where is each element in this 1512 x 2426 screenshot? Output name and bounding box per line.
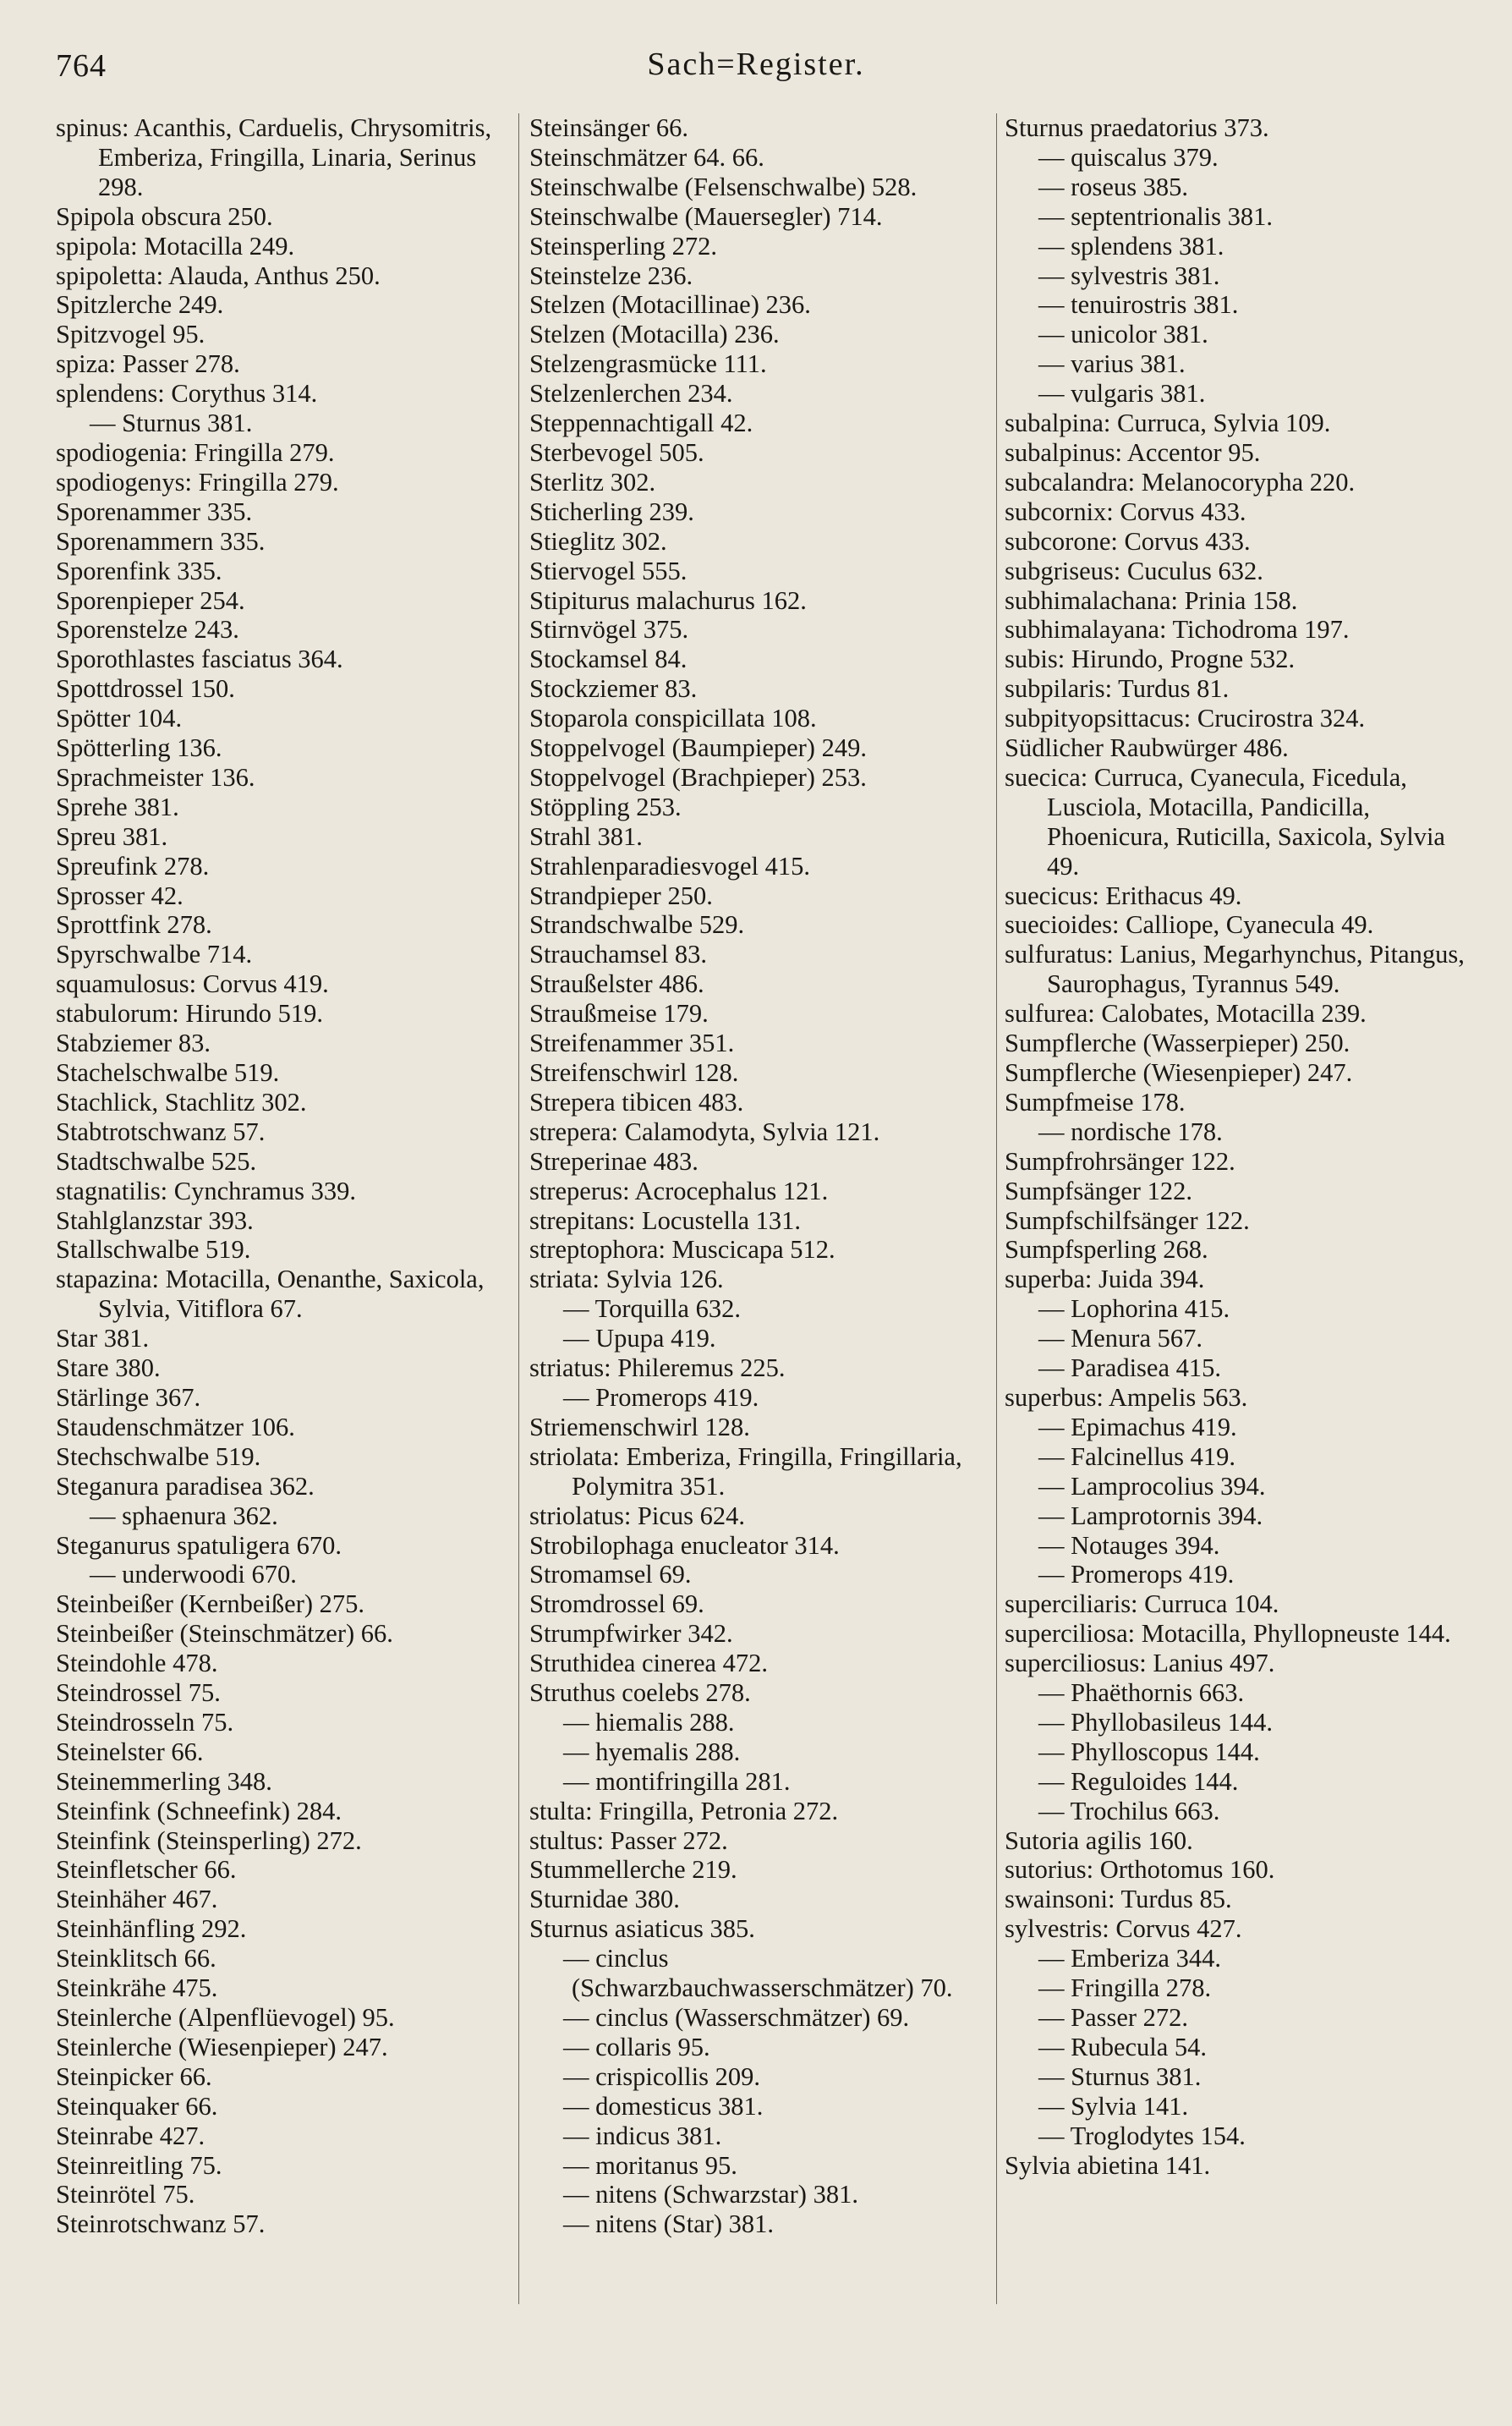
index-entry: — collaris 95. (563, 2032, 710, 2061)
index-entry: Sporenpieper 254. (56, 585, 245, 615)
index-entry: — montifringilla 281. (563, 1766, 791, 1796)
index-column-3 (1005, 113, 1474, 2180)
index-entry: subpilaris: Turdus 81. (1005, 674, 1230, 704)
index-entry: Sprachmeister 136. (56, 762, 255, 792)
index-entry: squamulosus: Corvus 419. (56, 969, 329, 999)
index-entry: Steinreitling 75. (56, 2150, 222, 2180)
index-entry: — Falcinellus 419. (1038, 1441, 1235, 1471)
index-entry: — Menura 567. (1038, 1324, 1202, 1353)
index-entry: Sumpflerche (Wasserpieper) 250. (1005, 1029, 1350, 1058)
index-entry: Sprehe 381. (56, 792, 179, 821)
index-entry: — Emberiza 344. (1038, 1944, 1221, 1973)
index-entry: Spyrschwalbe 714. (56, 940, 253, 969)
index-entry: Steinquaker 66. (56, 2091, 218, 2121)
index-entry: subalpina: Curruca, Sylvia 109. (1005, 409, 1331, 438)
index-entry: Streifenammer 351. (529, 1029, 735, 1058)
index-entry: — Passer 272. (1038, 2003, 1189, 2032)
index-entry: Struthus coelebs 278. (529, 1678, 751, 1708)
index-entry: Stabtrotschwanz 57. (56, 1117, 266, 1146)
index-entry: Steinhäher 467. (56, 1885, 218, 1914)
index-entry: Südlicher Raubwürger 486. (1005, 733, 1289, 763)
index-entry: spinus: Acanthis, Carduelis, Chrysomitris, Emberiza, Fringilla, Linaria, Serinus 298. (56, 113, 492, 201)
index-entry: Stelzengrasmücke 111. (529, 349, 767, 379)
index-entry: — Lamprotornis 394. (1038, 1501, 1263, 1530)
index-entry: Sterlitz 302. (529, 467, 656, 497)
index-entry: superciliaris: Curruca 104. (1005, 1589, 1279, 1619)
index-entry: — sphaenura 362. (90, 1501, 278, 1530)
index-entry: — moritanus 95. (563, 2150, 737, 2180)
index-entry: subcornix: Corvus 433. (1005, 497, 1246, 526)
index-entry: Steinbeißer (Steinschmätzer) 66. (56, 1619, 393, 1649)
index-entry: Strepera tibicen 483. (529, 1087, 744, 1117)
index-entry: Straußmeise 179. (529, 999, 709, 1029)
index-entry: Stelzen (Motacillinae) 236. (529, 290, 811, 320)
column-rule (518, 113, 519, 2304)
index-entry: striata: Sylvia 126. (529, 1265, 724, 1294)
index-entry: stultus: Passer 272. (529, 1825, 728, 1855)
index-entry: Steinhänfling 292. (56, 1914, 247, 1944)
index-entry: — Promerops 419. (563, 1382, 759, 1412)
index-entry: stabulorum: Hirundo 519. (56, 999, 323, 1029)
index-entry: Spreu 381. (56, 821, 168, 851)
index-entry: Sporenstelze 243. (56, 615, 239, 645)
index-entry: Sylvia abietina 141. (1005, 2150, 1211, 2180)
index-entry: — Sturnus 381. (1038, 2061, 1202, 2091)
index-entry: suecicus: Erithacus 49. (1005, 881, 1242, 910)
index-entry: — hiemalis 288. (563, 1707, 735, 1737)
index-entry: Sutoria agilis 160. (1005, 1825, 1193, 1855)
index-entry: spipoletta: Alauda, Anthus 250. (56, 261, 381, 290)
index-entry: superbus: Ampelis 563. (1005, 1382, 1248, 1412)
index-entry: Stockamsel 84. (529, 645, 688, 674)
index-entry: strepitans: Locustella 131. (529, 1205, 802, 1235)
index-entry: Sturnus asiaticus 385. (529, 1914, 755, 1944)
index-entry: Steinrotschwanz 57. (56, 2209, 266, 2239)
index-entry: — splendens 381. (1038, 231, 1224, 261)
index-entry: spodiogenia: Fringilla 279. (56, 437, 335, 467)
index-entry: — roseus 385. (1038, 172, 1189, 201)
index-entry: striolatus: Picus 624. (529, 1501, 746, 1530)
index-entry: — Phyllobasileus 144. (1038, 1707, 1274, 1737)
index-entry: Spitzvogel 95. (56, 320, 205, 349)
index-entry: Steinfletscher 66. (56, 1855, 237, 1885)
index-entry: Steinsänger 66. (529, 113, 689, 142)
index-entry: Stoppelvogel (Brachpieper) 253. (529, 762, 867, 792)
index-entry: Steinrötel 75. (56, 2180, 195, 2209)
index-entry: Strahl 381. (529, 821, 643, 851)
index-entry: Stelzenlerchen 234. (529, 379, 733, 409)
index-entry: Stallschwalbe 519. (56, 1235, 251, 1265)
index-entry: stagnatilis: Cynchramus 339. (56, 1176, 356, 1205)
index-entry: Steinfink (Schneefink) 284. (56, 1796, 342, 1825)
index-entry: Steinpicker 66. (56, 2061, 212, 2091)
index-entry: Steinrabe 427. (56, 2121, 205, 2150)
index-entry: Steindohle 478. (56, 1649, 218, 1678)
index-entry: Stieglitz 302. (529, 526, 667, 556)
index-entry: — cinclus (Schwarzbauchwasserschmätzer) 70. (563, 1944, 953, 2003)
page-number: 764 (56, 48, 107, 84)
index-entry: Stoparola conspicillata 108. (529, 704, 817, 733)
index-entry: — Lophorina 415. (1038, 1294, 1230, 1324)
index-entry: Stromamsel 69. (529, 1560, 692, 1589)
index-entry: Stadtschwalbe 525. (56, 1146, 257, 1176)
index-entry: — nitens (Schwarzstar) 381. (563, 2180, 858, 2209)
index-entry: — Phaëthornis 663. (1038, 1678, 1245, 1708)
index-entry: Strobilophaga enucleator 314. (529, 1530, 840, 1560)
index-entry: Strandpieper 250. (529, 881, 713, 910)
index-entry: — Epimachus 419. (1038, 1412, 1237, 1441)
index-entry: Stiervogel 555. (529, 556, 688, 585)
index-entry: Spottdrossel 150. (56, 674, 235, 704)
index-entry: Stirnvögel 375. (529, 615, 689, 645)
index-entry: — cinclus (Wasserschmätzer) 69. (563, 2003, 910, 2032)
index-entry: Sterbevogel 505. (529, 437, 704, 467)
index-entry: — sylvestris 381. (1038, 261, 1220, 290)
index-entry: Sporenammern 335. (56, 526, 266, 556)
index-entry: spiza: Passer 278. (56, 349, 240, 379)
index-entry: Strauchamsel 83. (529, 940, 708, 969)
index-entry: superciliosus: Lanius 497. (1005, 1649, 1275, 1678)
index-entry: Stachelschwalbe 519. (56, 1058, 280, 1087)
index-entry: Sporothlastes fasciatus 364. (56, 645, 343, 674)
index-entry: Steinstelze 236. (529, 261, 693, 290)
index-entry: Stöppling 253. (529, 792, 682, 821)
index-entry: Steinbeißer (Kernbeißer) 275. (56, 1589, 365, 1619)
index-entry: Strahlenparadiesvogel 415. (529, 851, 811, 881)
index-entry: — Trochilus 663. (1038, 1796, 1220, 1825)
index-entry: Strandschwalbe 529. (529, 910, 745, 940)
index-entry: Sumpflerche (Wiesenpieper) 247. (1005, 1058, 1353, 1087)
index-entry: stapazina: Motacilla, Oenanthe, Saxicola, Sylvia, Vitiflora 67. (56, 1265, 485, 1324)
index-entry: — Torquilla 632. (563, 1294, 741, 1324)
index-entry: — septentrionalis 381. (1038, 201, 1274, 231)
index-entry: subcorone: Corvus 433. (1005, 526, 1251, 556)
index-entry: swainsoni: Turdus 85. (1005, 1885, 1232, 1914)
index-column-1 (56, 113, 512, 2239)
index-entry: Steindrossel 75. (56, 1678, 221, 1708)
index-entry: striatus: Phileremus 225. (529, 1353, 786, 1383)
index-entry: — Reguloides 144. (1038, 1766, 1239, 1796)
index-entry: — Fringilla 278. (1038, 1973, 1212, 2003)
index-entry: subalpinus: Accentor 95. (1005, 437, 1261, 467)
index-entry: Sticherling 239. (529, 497, 694, 526)
index-entry: — crispicollis 209. (563, 2061, 760, 2091)
index-entry: sulfuratus: Lanius, Megarhynchus, Pitangus, Saurophagus, Tyrannus 549. (1005, 940, 1465, 999)
index-entry: — hyemalis 288. (563, 1737, 741, 1766)
index-entry: subgriseus: Cuculus 632. (1005, 556, 1263, 585)
index-entry: — Sturnus 381. (90, 409, 253, 438)
index-entry: — Rubecula 54. (1038, 2032, 1208, 2061)
index-entry: — domesticus 381. (563, 2091, 764, 2121)
index-entry: Steinkrähe 475. (56, 1973, 218, 2003)
index-entry: suecioides: Calliope, Cyanecula 49. (1005, 910, 1374, 940)
index-entry: Stechschwalbe 519. (56, 1441, 261, 1471)
index-entry: Spötterling 136. (56, 733, 222, 763)
index-entry: — Paradisea 415. (1038, 1353, 1221, 1383)
index-entry: Steinelster 66. (56, 1737, 204, 1766)
index-entry: Steinschwalbe (Felsenschwalbe) 528. (529, 172, 918, 201)
index-entry: — Upupa 419. (563, 1324, 716, 1353)
index-entry: Stachlick, Stachlitz 302. (56, 1087, 307, 1117)
index-entry: Sporenfink 335. (56, 556, 222, 585)
index-entry: Spitzlerche 249. (56, 290, 224, 320)
index-entry: — Phylloscopus 144. (1038, 1737, 1260, 1766)
index-entry: Steinlerche (Alpenflüevogel) 95. (56, 2003, 395, 2032)
index-entry: stulta: Fringilla, Petronia 272. (529, 1796, 839, 1825)
index-entry: sutorius: Orthotomus 160. (1005, 1855, 1275, 1885)
index-entry: Stromdrossel 69. (529, 1589, 704, 1619)
index-entry: Steinsperling 272. (529, 231, 717, 261)
index-entry: — quiscalus 379. (1038, 142, 1219, 172)
index-entry: Star 381. (56, 1324, 150, 1353)
index-entry: Steinschwalbe (Mauersegler) 714. (529, 201, 883, 231)
index-entry: striolata: Emberiza, Fringilla, Fringillaria, Polymitra 351. (529, 1441, 962, 1501)
index-entry: Stockziemer 83. (529, 674, 698, 704)
index-entry: Stahlglanzstar 393. (56, 1205, 254, 1235)
index-entry: subhimalayana: Tichodroma 197. (1005, 615, 1350, 645)
index-entry: subis: Hirundo, Progne 532. (1005, 645, 1296, 674)
index-entry: superciliosa: Motacilla, Phyllopneuste 144. (1005, 1619, 1451, 1649)
index-entry: Stare 380. (56, 1353, 161, 1383)
index-entry: Sprosser 42. (56, 881, 184, 910)
index-entry: — Sylvia 141. (1038, 2091, 1189, 2121)
index-entry: Spipola obscura 250. (56, 201, 273, 231)
index-entry: spipola: Motacilla 249. (56, 231, 295, 261)
index-entry: Steindrosseln 75. (56, 1707, 234, 1737)
index-entry: sulfurea: Calobates, Motacilla 239. (1005, 999, 1367, 1029)
index-entry: Stelzen (Motacilla) 236. (529, 320, 780, 349)
index-entry: Steinfink (Steinsperling) 272. (56, 1825, 362, 1855)
index-entry: Spreufink 278. (56, 851, 210, 881)
index-entry: suecica: Curruca, Cyanecula, Ficedula, Lusciola, Motacilla, Pandicilla, Phoenicura, Ruticilla, Saxicola, Sylvia 49. (1005, 762, 1445, 881)
index-entry: — tenuirostris 381. (1038, 290, 1239, 320)
index-entry: — nitens (Star) 381. (563, 2209, 775, 2239)
index-entry: — Lamprocolius 394. (1038, 1471, 1266, 1501)
index-entry: Sturnidae 380. (529, 1885, 680, 1914)
index-entry: strepera: Calamodyta, Sylvia 121. (529, 1117, 880, 1146)
index-entry: spodiogenys: Fringilla 279. (56, 467, 339, 497)
index-entry: Sumpfsänger 122. (1005, 1176, 1192, 1205)
running-head: Sach=Register. (647, 47, 865, 82)
index-entry: streptophora: Muscicapa 512. (529, 1235, 835, 1265)
index-entry: subcalandra: Melanocorypha 220. (1005, 467, 1356, 497)
index-entry: Steganurus spatuligera 670. (56, 1530, 342, 1560)
index-entry: — underwoodi 670. (90, 1560, 297, 1589)
index-entry: sylvestris: Corvus 427. (1005, 1914, 1242, 1944)
index-entry: Staudenschmätzer 106. (56, 1412, 295, 1441)
index-entry: — indicus 381. (563, 2121, 722, 2150)
index-entry: superba: Juida 394. (1005, 1265, 1205, 1294)
index-entry: Sumpfmeise 178. (1005, 1087, 1186, 1117)
index-entry: Sturnus praedatorius 373. (1005, 113, 1269, 142)
index-entry: Stipiturus malachurus 162. (529, 585, 807, 615)
index-entry: — unicolor 381. (1038, 320, 1208, 349)
index-entry: streperus: Acrocephalus 121. (529, 1176, 829, 1205)
index-entry: Sprottfink 278. (56, 910, 212, 940)
index-entry: — Troglodytes 154. (1038, 2121, 1246, 2150)
index-entry: Sumpfrohrsänger 122. (1005, 1146, 1235, 1176)
index-entry: subhimalachana: Prinia 158. (1005, 585, 1298, 615)
index-entry: Steganura paradisea 362. (56, 1471, 315, 1501)
index-entry: Steinschmätzer 64. 66. (529, 142, 764, 172)
index-entry: Sumpfschilfsänger 122. (1005, 1205, 1250, 1235)
index-entry: Stärlinge 367. (56, 1382, 201, 1412)
index-entry: Strumpfwirker 342. (529, 1619, 733, 1649)
index-entry: — Promerops 419. (1038, 1560, 1235, 1589)
index-entry: Striemenschwirl 128. (529, 1412, 750, 1441)
index-entry: subpityopsittacus: Crucirostra 324. (1005, 704, 1366, 733)
index-entry: — nordische 178. (1038, 1117, 1223, 1146)
index-entry: Streifenschwirl 128. (529, 1058, 739, 1087)
index-column-2 (529, 113, 990, 2239)
index-entry: Steppennachtigall 42. (529, 409, 753, 438)
index-entry: Stoppelvogel (Baumpieper) 249. (529, 733, 867, 763)
index-entry: — vulgaris 381. (1038, 379, 1206, 409)
index-entry: Struthidea cinerea 472. (529, 1649, 769, 1678)
index-entry: Steinemmerling 348. (56, 1766, 272, 1796)
index-entry: splendens: Corythus 314. (56, 379, 318, 409)
index-entry: Straußelster 486. (529, 969, 704, 999)
index-entry: Sporenammer 335. (56, 497, 253, 526)
index-entry: Steinlerche (Wiesenpieper) 247. (56, 2032, 388, 2061)
index-entry: — Notauges 394. (1038, 1530, 1220, 1560)
column-rule (996, 113, 997, 2304)
index-entry: Steinklitsch 66. (56, 1944, 216, 1973)
index-entry: Streperinae 483. (529, 1146, 698, 1176)
index-entry: Sumpfsperling 268. (1005, 1235, 1208, 1265)
index-entry: Spötter 104. (56, 704, 183, 733)
index-entry: — varius 381. (1038, 349, 1186, 379)
index-entry: Stabziemer 83. (56, 1029, 211, 1058)
index-entry: Stummellerche 219. (529, 1855, 737, 1885)
